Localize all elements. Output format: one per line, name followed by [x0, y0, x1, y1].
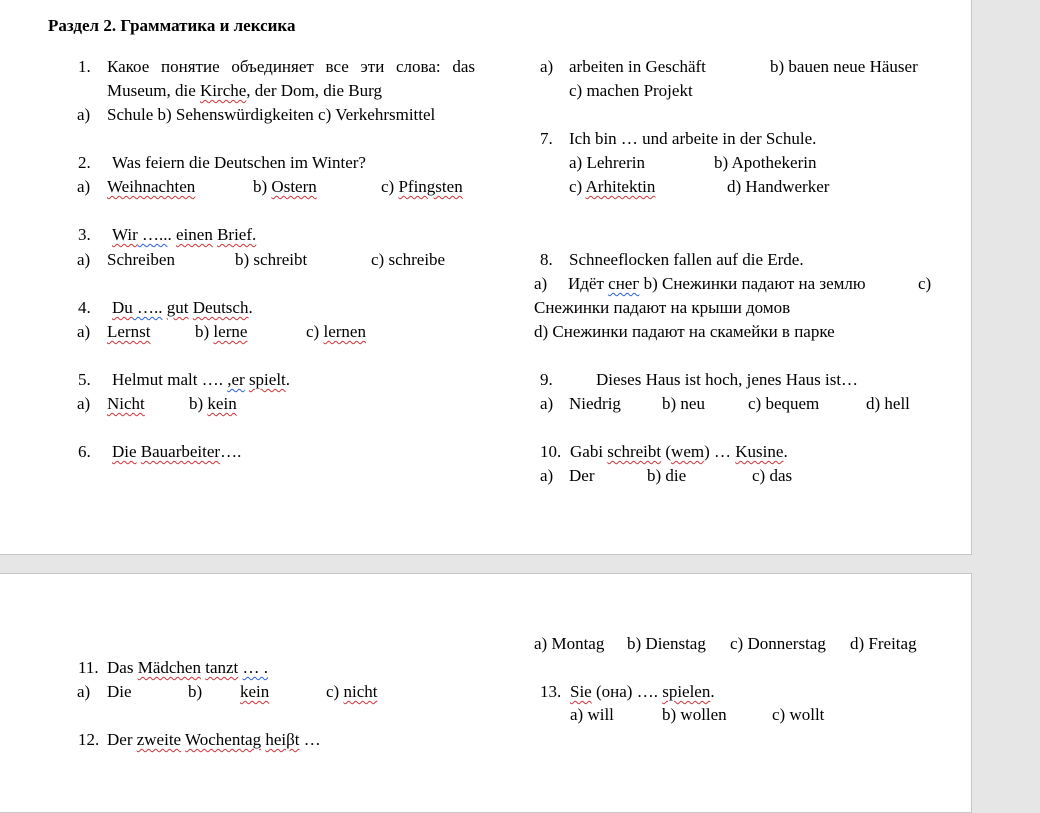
section-title: Раздел 2. Грамматика и лексика	[48, 16, 296, 35]
q13-option-b: b) wollen	[662, 705, 727, 724]
q9-number: 9.	[540, 370, 553, 389]
q10-option-b: b) die	[647, 466, 687, 485]
q6-option-a: arbeiten in Geschäft	[569, 57, 706, 76]
q11-option-c: c) nicht	[326, 682, 378, 701]
q8-option-c-letter: c)	[918, 274, 932, 293]
q5-question: Helmut malt …. ,er spielt.	[112, 370, 291, 389]
q7-option-d: d) Handwerker	[727, 177, 830, 196]
q5-option-letter: a)	[77, 394, 91, 413]
q2-option-letter: a)	[77, 177, 91, 196]
q7-option-c: c) Arhitektin	[569, 177, 656, 196]
q12-number: 12.	[78, 730, 100, 749]
q9-option-letter: a)	[540, 394, 554, 413]
q1-number: 1.	[78, 57, 91, 76]
q3-question: Wir …... einen Brief.	[112, 225, 257, 244]
q12-option-d: d) Freitag	[850, 634, 917, 653]
q13-question: Sie (она) …. spielen.	[570, 682, 715, 701]
q13-option-c: c) wollt	[772, 705, 825, 724]
q1-option-letter: a)	[77, 105, 91, 124]
q9-option-c: c) bequem	[748, 394, 820, 413]
q10-option-a: Der	[569, 466, 595, 485]
q4-option-c: c) lernen	[306, 322, 366, 341]
q2-number: 2.	[78, 153, 91, 172]
q11-option-letter: a)	[77, 682, 91, 701]
q5-option-a: Nicht	[107, 394, 145, 413]
q2-question: Was feiern die Deutschen im Winter?	[112, 153, 366, 172]
q11-option-a: Die	[107, 682, 132, 701]
q9-question: Dieses Haus ist hoch, jenes Haus ist…	[596, 370, 859, 389]
q9-option-d: d) hell	[866, 394, 910, 413]
q8-question: Schneeflocken fallen auf die Erde.	[569, 250, 804, 269]
q6-option-letter: a)	[540, 57, 554, 76]
q3-option-a: Schreiben	[107, 250, 175, 269]
q7-question: Ich bin … und arbeite in der Schule.	[569, 129, 817, 148]
q12-option-a: a) Montag	[534, 634, 605, 653]
q7-option-a: a) Lehrerin	[569, 153, 645, 172]
q6-option-b: b) bauen neue Häuser	[770, 57, 918, 76]
document-page-2	[0, 573, 972, 813]
q10-option-letter: a)	[540, 466, 554, 485]
q11-question: Das Mädchen tanzt … .	[107, 658, 269, 677]
q3-option-letter: a)	[77, 250, 91, 269]
q3-option-c: c) schreibe	[371, 250, 446, 269]
q9-option-b: b) neu	[662, 394, 705, 413]
q1-question-line1: Какое понятие объединяет все эти слова: das	[107, 57, 475, 76]
q8-options-line3: d) Снежинки падают на скамейки в парке	[534, 322, 835, 341]
q12-option-b: b) Dienstag	[627, 634, 706, 653]
q11-number: 11.	[78, 658, 99, 677]
q4-number: 4.	[78, 298, 91, 317]
q13-option-a: a) will	[570, 705, 614, 724]
q10-question: Gabi schreibt (wem) … Kusine.	[570, 442, 788, 461]
q2-option-c: c) Pfingsten	[381, 177, 463, 196]
q6-question: Die Bauarbeiter….	[112, 442, 242, 461]
q1-options: Schule b) Sehenswürdigkeiten c) Verkehrsmittel	[107, 105, 436, 124]
q11-option-b-letter: b)	[188, 682, 203, 701]
q8-options-line1: Идёт снег b) Снежинки падают на землю	[568, 274, 866, 293]
q6-option-c: c) machen Projekt	[569, 81, 693, 100]
q8-number: 8.	[540, 250, 553, 269]
q4-option-a: Lernst	[107, 322, 151, 341]
q7-number: 7.	[540, 129, 553, 148]
q10-number: 10.	[540, 442, 562, 461]
q7-option-b: b) Apothekerin	[714, 153, 817, 172]
q8-option-letter: a)	[534, 274, 548, 293]
q4-option-b: b) lerne	[195, 322, 248, 341]
q2-option-b: b) Ostern	[253, 177, 317, 196]
q12-option-c: c) Donnerstag	[730, 634, 826, 653]
q10-option-c: c) das	[752, 466, 793, 485]
q8-options-line2: Снежинки падают на крыши домов	[534, 298, 791, 317]
q12-question: Der zweite Wochentag heiβt …	[107, 730, 321, 749]
q4-option-letter: a)	[77, 322, 91, 341]
q4-question: Du ….. gut Deutsch.	[112, 298, 253, 317]
q3-option-b: b) schreibt	[235, 250, 308, 269]
q2-option-a: Weihnachten	[107, 177, 196, 196]
q13-number: 13.	[540, 682, 562, 701]
q5-number: 5.	[78, 370, 91, 389]
q3-number: 3.	[78, 225, 91, 244]
q5-option-b: b) kein	[189, 394, 237, 413]
q6-number: 6.	[78, 442, 91, 461]
q11-option-b: kein	[240, 682, 270, 701]
q9-option-a: Niedrig	[569, 394, 621, 413]
q1-question-line2: Museum, die Kirche, der Dom, die Burg	[107, 81, 382, 100]
